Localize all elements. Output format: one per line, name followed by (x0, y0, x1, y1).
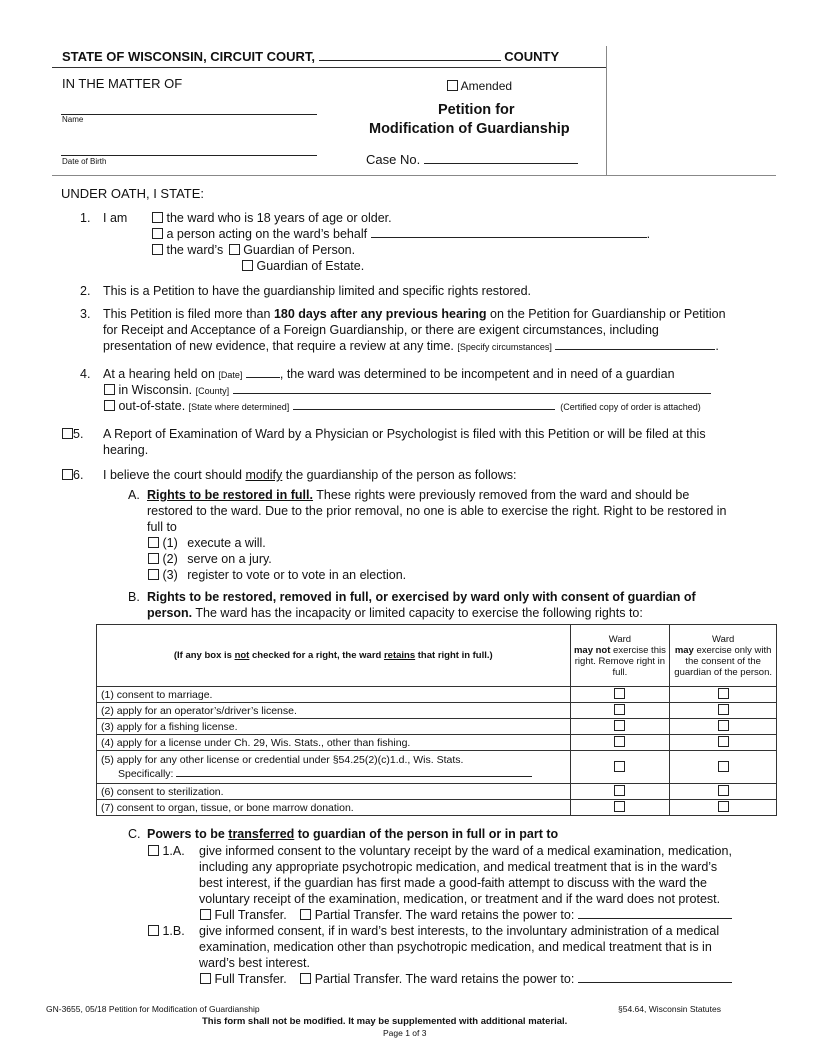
guardian-person-checkbox[interactable] (229, 244, 240, 255)
power-1a-line: give informed consent to the voluntary receipt by the ward of a medical examination, medication, (199, 844, 732, 858)
section-c-title-transferred: transferred (228, 827, 295, 841)
specify-label: [Specify circumstances] (457, 342, 552, 352)
power-1a-partial-checkbox[interactable] (300, 909, 311, 920)
guardian-estate-checkbox[interactable] (242, 260, 253, 271)
specify-field[interactable] (555, 339, 715, 350)
power-1a-line: best interest, if the guardian has first made a good-faith attempt to discuss with the ward the (199, 876, 707, 890)
case-no-field[interactable] (424, 153, 578, 164)
may-checkbox[interactable] (718, 785, 729, 796)
footer-form-id: GN-3655, 05/18 Petition for Modification of Guardianship (46, 1004, 260, 1014)
item5-line1: A Report of Examination of Ward by a Physician or Psychologist is filed with this Petition or will be filed at this (103, 427, 706, 441)
date-label: [Date] (218, 370, 243, 380)
partial-transfer-label: Partial Transfer. The ward retains the power to: (314, 972, 575, 986)
may-checkbox[interactable] (718, 761, 729, 772)
col-may-header: Ward may exercise only with the consent of the guardian of the person. (670, 625, 777, 687)
may-not-checkbox[interactable] (614, 704, 625, 715)
item1-option-estate[interactable] (242, 259, 364, 273)
state-field[interactable] (293, 399, 555, 410)
footer-notice: This form shall not be modified. It may be supplemented with additional material. (202, 1016, 568, 1027)
certified-note: (Certified copy of order is attached) (560, 402, 701, 412)
header-bottom-rule (52, 175, 776, 176)
restore-vote-num: (3) (162, 568, 178, 582)
power-1b-num: 1.B. (162, 924, 185, 938)
item1-i-am: I am (103, 211, 128, 225)
power-1b-full-checkbox[interactable] (200, 973, 211, 984)
rights-table (96, 624, 777, 816)
item1-number: 1. (80, 211, 91, 225)
item4-line1 (103, 367, 675, 381)
may-checkbox[interactable] (718, 704, 729, 715)
item3-text-bold: 180 days after any previous hearing (273, 307, 487, 321)
amended-label: Amended (460, 79, 513, 93)
hearing-text: , the ward was determined to be incompetent and in need of a guardian (279, 367, 675, 381)
item3-text-c: on the Petition for Guardianship or Petition (490, 307, 726, 321)
restore-vote-label: register to vote or to vote in an election. (187, 568, 407, 582)
hearing-date-field[interactable] (246, 367, 280, 378)
out-of-state-label: out-of-state. (118, 399, 186, 413)
section-b-text: The ward has the incapacity or limited capacity to exercise the following rights to: (195, 606, 643, 620)
footer-page: Page 1 of 3 (383, 1028, 427, 1038)
oath-heading: UNDER OATH, I STATE: (61, 186, 205, 201)
item6-intro-a: I believe the court should (103, 468, 242, 482)
table-row (97, 703, 777, 719)
case-no-label: Case No. (366, 152, 421, 167)
right-label: (2) apply for an operator’s/driver’s license. (97, 703, 571, 719)
power-1b-retains-field[interactable] (578, 972, 732, 983)
power-1b-transfer (200, 972, 732, 986)
power-1a-line: including any appropriate psychotropic medication, and medical treatment that is in the ward’s (199, 860, 718, 874)
restore-jury-num: (2) (162, 552, 178, 566)
right-label: (5) apply for any other license or credential under §54.25(2)(c)1.d., Wis. Stats. (101, 754, 464, 766)
item6-intro-modify: modify (245, 468, 283, 482)
county-hint: [County] (195, 386, 230, 396)
item6-checkbox[interactable] (62, 469, 73, 480)
right-label: (6) consent to sterilization. (97, 784, 571, 800)
power-1b-checkbox[interactable] (148, 925, 159, 936)
item3-line1 (103, 307, 726, 321)
section-b-letter: B. (128, 590, 140, 604)
form-title-1: Petition for (438, 102, 515, 118)
item2-number: 2. (80, 284, 91, 298)
item5-option[interactable] (62, 427, 83, 441)
right-label: (7) consent to organ, tissue, or bone marrow donation. (97, 800, 571, 816)
right-label-other (97, 751, 571, 784)
county-label: COUNTY (504, 49, 560, 64)
item3-text-line3: presentation of new evidence, that require a review at any time. (103, 339, 454, 353)
power-1b-partial-checkbox[interactable] (300, 973, 311, 984)
power-1b-line: give informed consent, if in ward’s best interests, to the involuntary administration of a medical (199, 924, 720, 938)
behalf-label: a person acting on the ward’s behalf (166, 227, 368, 241)
wisconsin-checkbox[interactable] (104, 384, 115, 395)
wisconsin-county-field[interactable] (233, 383, 711, 394)
section-a-line2: restored to the ward. Due to the prior removal, no one is able to exercise the right. Right to be restored in (147, 504, 727, 518)
item4-option-wi[interactable] (104, 383, 711, 397)
guardian-estate-label: Guardian of Estate. (256, 259, 365, 273)
dob-field[interactable] (61, 155, 317, 156)
power-1b-line: examination, medication other than psychotropic medication, and medical treatment that is in (199, 940, 712, 954)
specifically-label: Specifically: (118, 768, 174, 780)
wisconsin-label: in Wisconsin. (118, 383, 193, 397)
item5-checkbox[interactable] (62, 428, 73, 439)
item1-option-guardian[interactable] (152, 243, 355, 257)
table-row (97, 800, 777, 816)
in-matter-label: IN THE MATTER OF (62, 76, 183, 91)
item3-line2: for Receipt and Acceptance of a Foreign Guardianship, or there are exigent circumstances, including (103, 323, 659, 337)
form-title-2: Modification of Guardianship (369, 121, 570, 137)
out-of-state-checkbox[interactable] (104, 400, 115, 411)
county-field[interactable] (319, 50, 501, 61)
section-b-title2: person. (147, 606, 193, 620)
section-c-title (147, 827, 558, 841)
partial-transfer-label: Partial Transfer. The ward retains the power to: (314, 908, 575, 922)
table-row (97, 719, 777, 735)
may-not-checkbox[interactable] (614, 720, 625, 731)
section-c-title-a: Powers to be (147, 827, 225, 841)
power-1a-option[interactable] (148, 844, 185, 858)
item2-text: This is a Petition to have the guardianship limited and specific rights restored. (103, 284, 532, 298)
may-checkbox[interactable] (718, 801, 729, 812)
restore-will[interactable] (148, 536, 266, 550)
restore-vote-checkbox[interactable] (148, 569, 159, 580)
item5-line2: hearing. (103, 443, 149, 457)
ward-label: the ward who is 18 years of age or older. (166, 211, 392, 225)
item6-option[interactable] (62, 468, 83, 482)
may-checkbox[interactable] (718, 688, 729, 699)
section-b-line2 (147, 606, 643, 620)
table-row (97, 751, 777, 784)
power-1b-line: ward’s best interest. (199, 956, 310, 970)
specifically-line (101, 766, 566, 780)
item4-option-out[interactable] (104, 399, 701, 413)
power-1a-full-checkbox[interactable] (200, 909, 211, 920)
restore-jury-checkbox[interactable] (148, 553, 159, 564)
state-hint: [State where determined] (188, 402, 290, 412)
name-label: Name (62, 115, 84, 124)
guardian-label: the ward’s (166, 243, 224, 257)
item3-text-a: This Petition is filed more than (103, 307, 271, 321)
right-label: (3) apply for a fishing license. (97, 719, 571, 735)
table-row (97, 784, 777, 800)
right-label: (4) apply for a license under Ch. 29, Wis. Stats., other than fishing. (97, 735, 571, 751)
section-b-title1: Rights to be restored, removed in full, or exercised by ward only with consent of guardian of (147, 590, 696, 604)
case-no (366, 152, 578, 167)
restore-will-checkbox[interactable] (148, 537, 159, 548)
section-a-line3: full to (147, 520, 177, 534)
power-1b-option[interactable] (148, 924, 185, 938)
full-transfer-label: Full Transfer. (214, 908, 287, 922)
court-label: STATE OF WISCONSIN, CIRCUIT COURT, (62, 49, 316, 64)
section-c-title-c: to guardian of the person in full or in part to (297, 827, 559, 841)
item6-number: 6. (73, 468, 84, 482)
header-divider (606, 46, 607, 175)
ward-checkbox[interactable] (152, 212, 163, 223)
may-checkbox[interactable] (718, 720, 729, 731)
power-1a-num: 1.A. (162, 844, 185, 858)
right-label: (1) consent to marriage. (97, 687, 571, 703)
amended-option[interactable] (447, 79, 512, 93)
footer-statute: §54.64, Wisconsin Statutes (618, 1004, 722, 1014)
court-line (62, 49, 559, 64)
restore-will-label: execute a will. (187, 536, 266, 550)
power-1a-line: voluntary receipt of the examination, medication, or treatment and if the ward does not protest. (199, 892, 721, 906)
specifically-field[interactable] (176, 766, 532, 777)
item4-number: 4. (80, 367, 91, 381)
name-field[interactable] (61, 114, 317, 115)
restore-jury-label: serve on a jury. (187, 552, 272, 566)
section-c-letter: C. (128, 827, 141, 841)
table-row (97, 735, 777, 751)
restore-will-num: (1) (162, 536, 178, 550)
item1-option-ward[interactable] (152, 211, 392, 225)
may-not-checkbox[interactable] (614, 688, 625, 699)
header-top-rule (52, 67, 606, 68)
item3-number: 3. (80, 307, 91, 321)
full-transfer-label: Full Transfer. (214, 972, 287, 986)
power-1a-checkbox[interactable] (148, 845, 159, 856)
behalf-field[interactable] (371, 227, 647, 238)
section-a-text1: These rights were previously removed from the ward and should be (316, 488, 690, 502)
power-1a-transfer (200, 908, 732, 922)
dob-label: Date of Birth (62, 157, 107, 166)
section-a-line1 (147, 488, 689, 502)
restore-jury[interactable] (148, 552, 272, 566)
section-a-letter: A. (128, 488, 140, 502)
rights-table-header (97, 625, 777, 687)
may-not-checkbox[interactable] (614, 785, 625, 796)
may-checkbox[interactable] (718, 736, 729, 747)
col-may-not-header: Ward may not exercise this right. Remove right in full. (570, 625, 670, 687)
rights-header-note: (If any box is not checked for a right, the ward retains that right in full.) (97, 625, 571, 687)
hearing-label: At a hearing held on (103, 367, 215, 381)
may-not-checkbox[interactable] (614, 736, 625, 747)
may-not-checkbox[interactable] (614, 801, 625, 812)
power-1a-retains-field[interactable] (578, 908, 732, 919)
item1-option-behalf[interactable]: a person acting on the ward’s behalf . (152, 227, 650, 241)
item5-number: 5. (73, 427, 84, 441)
section-a-title: Rights to be restored in full. (147, 488, 313, 502)
amended-checkbox[interactable] (447, 80, 458, 91)
table-row (97, 687, 777, 703)
item6-intro (103, 468, 516, 482)
item3-line3: presentation of new evidence, that require a review at any time. [Specify circumstances] . (103, 339, 719, 353)
guardian-person-label: Guardian of Person. (243, 243, 356, 257)
may-not-checkbox[interactable] (614, 761, 625, 772)
restore-vote[interactable] (148, 568, 406, 582)
item6-intro-c: the guardianship of the person as follows: (285, 468, 517, 482)
behalf-checkbox[interactable] (152, 228, 163, 239)
guardian-checkbox[interactable] (152, 244, 163, 255)
